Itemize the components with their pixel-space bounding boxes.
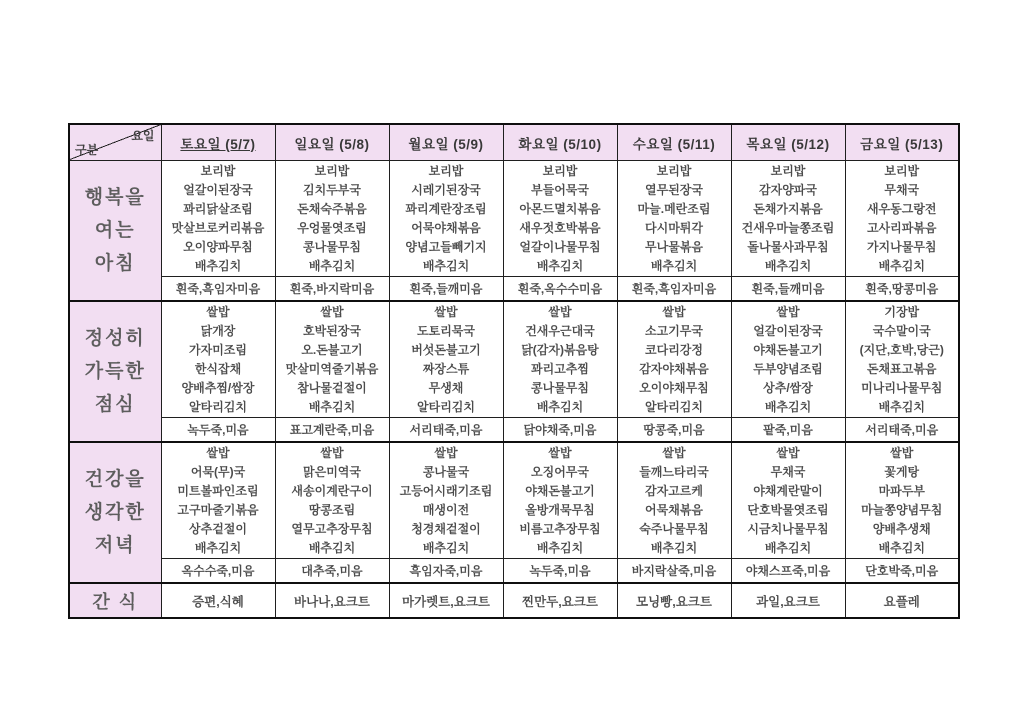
porridge-cell: 표고계란죽,미음	[275, 418, 389, 443]
menu-item: 배추김치	[536, 399, 584, 414]
menu-item: 배추김치	[422, 540, 470, 555]
porridge-cell: 흰죽,들깨미음	[731, 277, 845, 302]
menu-item: 열무된장국	[645, 182, 703, 197]
menu-item: 쌀밥	[662, 445, 686, 460]
menu-item: 꽈리닭살조림	[183, 201, 253, 216]
porridge-cell: 서리태죽,미음	[389, 418, 503, 443]
menu-item: 고등어시래기조림	[399, 483, 493, 498]
menu-item: 맛살브로커리볶음	[171, 220, 265, 235]
porridge-cell: 대추죽,미음	[275, 559, 389, 584]
day-header-label: 목요일 (5/12)	[746, 136, 830, 152]
meal-group-label-line: 행복을	[84, 187, 146, 208]
menu-item: 배추김치	[650, 258, 698, 273]
corner-label-day: 요일	[131, 129, 155, 143]
menu-cell	[389, 442, 503, 559]
day-header	[389, 124, 503, 161]
day-header	[161, 124, 275, 161]
menu-cell	[275, 442, 389, 559]
menu-cell	[275, 161, 389, 277]
menu-item: 꽈리계란장조림	[405, 201, 487, 216]
meal-group-label-line: 건강을	[84, 469, 146, 490]
meal-group-label-line: 정성히	[84, 328, 146, 349]
day-header	[731, 124, 845, 161]
day-header-label: 금요일 (5/13)	[860, 136, 944, 152]
menu-item: 가자미조림	[189, 342, 247, 357]
menu-item: 부들어묵국	[531, 182, 589, 197]
menu-item: 얼갈이된장국	[753, 323, 823, 338]
menu-item: 쌀밥	[434, 304, 458, 319]
menu-item: 숙주나물무침	[639, 521, 709, 536]
meal-group-label-line: 생각한	[84, 502, 146, 523]
menu-item: 배추김치	[878, 540, 925, 555]
porridge-cell: 팥죽,미음	[731, 418, 845, 443]
porridge-cell: 흰죽,옥수수미음	[503, 277, 617, 302]
snack-item: 과일,요크트	[731, 583, 845, 618]
menu-cell	[275, 301, 389, 418]
menu-cell	[161, 161, 275, 277]
menu-item: 우엉물엿조림	[297, 220, 367, 235]
menu-cell	[845, 161, 959, 277]
menu-item: 땅콩조림	[308, 502, 356, 517]
menu-item: 콩나물무침	[303, 239, 361, 254]
porridge-cell: 흰죽,흑임자미음	[161, 277, 275, 302]
snack-item: 증편,식혜	[161, 583, 275, 618]
menu-item: 쌀밥	[548, 445, 572, 460]
day-header	[503, 124, 617, 161]
menu-item: 쌀밥	[206, 445, 230, 460]
menu-cell	[161, 301, 275, 418]
menu-item: 오이야채무침	[639, 380, 709, 395]
menu-item: 감자고르케	[645, 483, 703, 498]
menu-item: 쌀밥	[320, 304, 344, 319]
menu-item: 무채국	[770, 464, 806, 479]
menu-item: 국수말이국	[872, 323, 931, 338]
menu-item: 비름고추장무침	[519, 521, 601, 536]
menu-cell	[503, 161, 617, 277]
menu-item: 콩나물국	[422, 464, 470, 479]
snack-item: 바나나,요크트	[275, 583, 389, 618]
menu-item: 고구마줄기볶음	[177, 502, 259, 517]
meal-group-label	[69, 161, 161, 302]
porridge-cell: 닭야채죽,미음	[503, 418, 617, 443]
menu-item: 마파두부	[878, 483, 925, 498]
porridge-cell: 서리태죽,미음	[845, 418, 959, 443]
snack-item: 요플레	[845, 583, 959, 618]
menu-item: 양배추생채	[872, 521, 931, 536]
snack-item: 모닝빵,요크트	[617, 583, 731, 618]
menu-item: 무채국	[884, 182, 920, 197]
menu-item: 코다리강정	[645, 342, 703, 357]
menu-cell	[617, 442, 731, 559]
menu-item: 쌀밥	[890, 445, 914, 460]
menu-cell	[389, 301, 503, 418]
porridge-cell: 흰죽,들깨미음	[389, 277, 503, 302]
menu-item: 어묵채볶음	[645, 502, 703, 517]
menu-item: 닭(감자)볶음탕	[521, 342, 599, 357]
menu-item: 야채돈불고기	[753, 342, 823, 357]
menu-item: 배추김치	[422, 258, 470, 273]
snack-item: 마가렛트,요크트	[389, 583, 503, 618]
menu-item: 감자양파국	[759, 182, 817, 197]
menu-item: 배추김치	[764, 540, 812, 555]
menu-item: 꽈리고추찜	[531, 361, 589, 376]
corner-cell	[69, 124, 161, 161]
menu-item: 새우동그랑전	[866, 201, 937, 216]
menu-item: 보리밥	[200, 163, 236, 178]
menu-cell	[731, 442, 845, 559]
weekly-menu-table	[68, 123, 960, 619]
menu-item: 돈채가지볶음	[753, 201, 823, 216]
day-header-label: 월요일 (5/9)	[408, 136, 484, 152]
menu-item: 야채돈불고기	[525, 483, 595, 498]
menu-item: 상추/쌈장	[763, 380, 813, 395]
menu-item: 소고기무국	[645, 323, 703, 338]
menu-item: 배추김치	[308, 258, 356, 273]
menu-item: 배추김치	[194, 258, 242, 273]
menu-item: 마늘.메란조림	[637, 201, 711, 216]
snack-item: 찐만두,요크트	[503, 583, 617, 618]
menu-item: 얼갈이된장국	[183, 182, 253, 197]
menu-item: 배추김치	[536, 540, 584, 555]
menu-item: 김치두부국	[303, 182, 361, 197]
menu-item: 콩나물무침	[531, 380, 589, 395]
menu-cell	[845, 442, 959, 559]
porridge-cell: 흰죽,흑임자미음	[617, 277, 731, 302]
menu-item: 아몬드멸치볶음	[519, 201, 601, 216]
menu-item: 감자야채볶음	[639, 361, 709, 376]
menu-item: 올방개묵무침	[525, 502, 595, 517]
menu-item: 돈채표고볶음	[866, 361, 937, 376]
menu-item: 오.돈불고기	[301, 342, 363, 357]
meal-group-label	[69, 442, 161, 583]
menu-item: 새송이계란구이	[291, 483, 373, 498]
menu-cell	[845, 301, 959, 418]
porridge-cell: 바지락살죽,미음	[617, 559, 731, 584]
menu-item: 쌀밥	[548, 304, 572, 319]
porridge-cell: 흑임자죽,미음	[389, 559, 503, 584]
menu-item: 미트볼파인조림	[177, 483, 259, 498]
porridge-cell: 옥수수죽,미음	[161, 559, 275, 584]
menu-item: 건새우마늘쫑조림	[741, 220, 835, 235]
menu-item: 닭개장	[200, 323, 236, 338]
menu-item: 보리밥	[314, 163, 350, 178]
menu-item: 쌀밥	[776, 304, 800, 319]
menu-item: 버섯돈불고기	[411, 342, 481, 357]
menu-item: 기장밥	[884, 304, 920, 319]
menu-item: 상추겉절이	[189, 521, 247, 536]
menu-item: 돌나물사과무침	[747, 239, 829, 254]
menu-item: 야채계란말이	[753, 483, 823, 498]
menu-cell	[731, 301, 845, 418]
corner-label-category: 구분	[75, 143, 99, 157]
menu-item: 배추김치	[878, 399, 925, 414]
meal-group-label-line: 가득한	[84, 361, 146, 382]
menu-item: 어묵(무)국	[190, 464, 246, 479]
menu-cell	[503, 442, 617, 559]
menu-item: 돈채숙주볶음	[297, 201, 367, 216]
menu-cell	[389, 161, 503, 277]
menu-item: 청경채겉절이	[411, 521, 481, 536]
day-header	[275, 124, 389, 161]
menu-item: 고사리파볶음	[866, 220, 937, 235]
day-header-label: 화요일 (5/10)	[518, 136, 602, 152]
day-header	[617, 124, 731, 161]
meal-group-label	[69, 301, 161, 442]
menu-cell	[161, 442, 275, 559]
porridge-cell: 야채스프죽,미음	[731, 559, 845, 584]
menu-item: 보리밥	[656, 163, 692, 178]
menu-item: 배추김치	[650, 540, 698, 555]
menu-item: 마늘쫑양념무침	[861, 502, 943, 517]
menu-item: 배추김치	[308, 540, 356, 555]
menu-cell	[731, 161, 845, 277]
menu-item: 쌀밥	[206, 304, 230, 319]
menu-item: 들깨느타리국	[639, 464, 709, 479]
menu-item: 배추김치	[536, 258, 584, 273]
menu-item: 배추김치	[878, 258, 925, 273]
day-header-label: 일요일 (5/8)	[294, 136, 370, 152]
day-header-label: 토요일 (5/7)	[180, 136, 256, 152]
menu-item: 쌀밥	[662, 304, 686, 319]
snack-row-label: 간 식	[69, 583, 161, 618]
menu-cell	[617, 161, 731, 277]
menu-item: 양념고들빼기지	[405, 239, 487, 254]
menu-item: 무나물볶음	[645, 239, 703, 254]
menu-cell	[503, 301, 617, 418]
menu-item: 꽃게탕	[884, 464, 920, 479]
menu-cell	[617, 301, 731, 418]
menu-item: 쌀밥	[320, 445, 344, 460]
meal-group-label-line: 아침	[94, 253, 136, 274]
menu-item: 배추김치	[308, 399, 356, 414]
menu-item: 어묵야채볶음	[411, 220, 481, 235]
menu-item: 다시마튀각	[645, 220, 703, 235]
menu-item: 건새우근대국	[525, 323, 595, 338]
porridge-cell: 흰죽,바지락미음	[275, 277, 389, 302]
porridge-cell: 단호박죽,미음	[845, 559, 959, 584]
day-header	[845, 124, 959, 161]
meal-group-label-line: 여는	[94, 220, 136, 241]
menu-item: 배추김치	[194, 540, 242, 555]
menu-item: 보리밥	[770, 163, 806, 178]
menu-item: 맑은미역국	[303, 464, 361, 479]
menu-item: 보리밥	[428, 163, 464, 178]
menu-item: 알타리김치	[189, 399, 247, 414]
meal-group-label-line: 저녁	[94, 535, 136, 556]
menu-item: 보리밥	[542, 163, 578, 178]
menu-item: 무생채	[428, 380, 464, 395]
menu-item: (지단,호박,당근)	[859, 342, 944, 357]
menu-item: 미나리나물무침	[861, 380, 943, 395]
menu-item: 배추김치	[764, 399, 812, 414]
menu-item: 알타리김치	[645, 399, 703, 414]
menu-item: 두부양념조림	[753, 361, 823, 376]
menu-item: 단호박물엿조림	[747, 502, 829, 517]
porridge-cell: 흰죽,땅콩미음	[845, 277, 959, 302]
menu-item: 매생이전	[422, 502, 470, 517]
menu-item: 쌀밥	[434, 445, 458, 460]
menu-item: 호박된장국	[303, 323, 361, 338]
menu-item: 얼갈이나물무침	[519, 239, 601, 254]
menu-item: 쌀밥	[776, 445, 800, 460]
menu-item: 도토리묵국	[417, 323, 475, 338]
menu-item: 시금치나물무침	[747, 521, 829, 536]
menu-item: 보리밥	[884, 163, 920, 178]
menu-item: 양배추찜/쌈장	[181, 380, 255, 395]
menu-item: 오징어무국	[531, 464, 589, 479]
menu-item: 알타리김치	[417, 399, 475, 414]
day-header-label: 수요일 (5/11)	[632, 136, 716, 152]
menu-item: 오이양파무침	[183, 239, 253, 254]
menu-item: 가지나물무침	[866, 239, 937, 254]
porridge-cell: 녹두죽,미음	[161, 418, 275, 443]
menu-item: 짜장스튜	[422, 361, 470, 376]
menu-item: 한식잡채	[194, 361, 242, 376]
menu-item: 배추김치	[764, 258, 812, 273]
porridge-cell: 녹두죽,미음	[503, 559, 617, 584]
menu-item: 맛살미역줄기볶음	[285, 361, 379, 376]
meal-group-label-line: 점심	[94, 394, 136, 415]
porridge-cell: 땅콩죽,미음	[617, 418, 731, 443]
menu-item: 새우젓호박볶음	[519, 220, 601, 235]
menu-item: 참나물겉절이	[297, 380, 367, 395]
menu-item: 시레기된장국	[411, 182, 481, 197]
menu-item: 열무고추장무침	[291, 521, 373, 536]
